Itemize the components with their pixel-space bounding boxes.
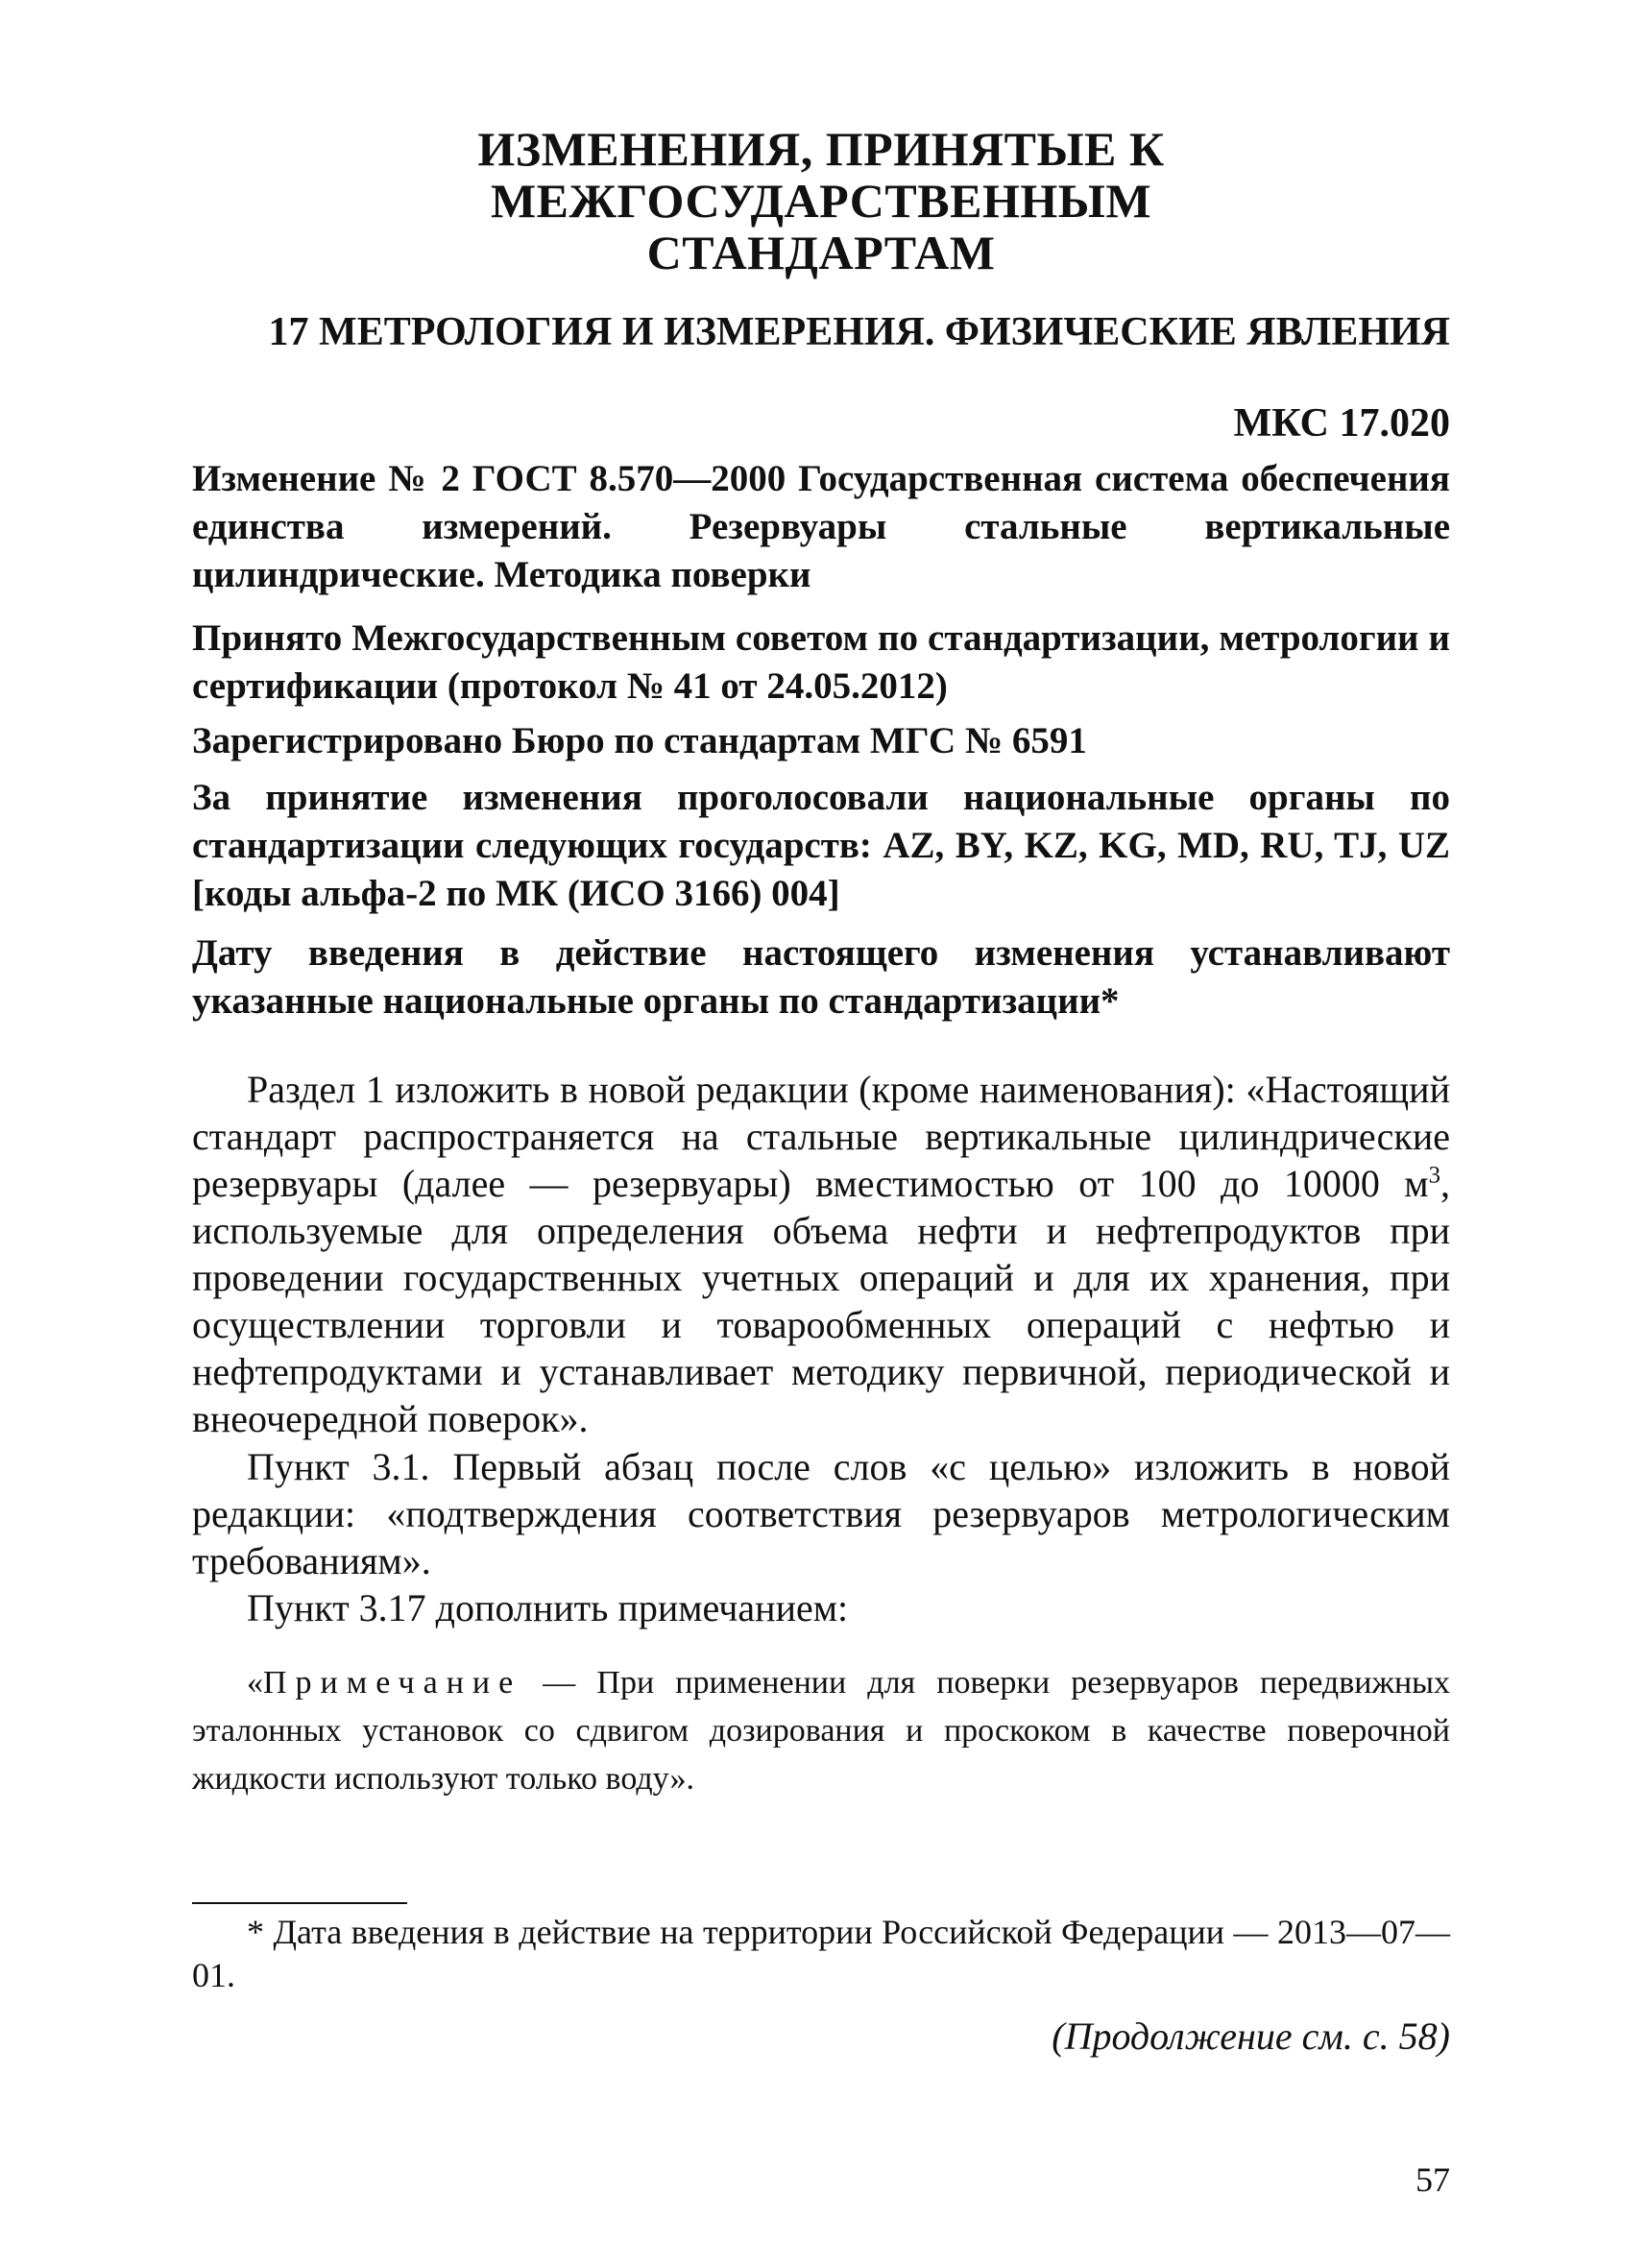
note-text: — При применении для поверки резервуаров передвижных эталонных установок со сдвигом дозирования и проскоком в качестве поверочной жидкости используют только воду». <box>192 1665 1450 1797</box>
section-title: 17 МЕТРОЛОГИЯ И ИЗМЕРЕНИЯ. ФИЗИЧЕСКИЕ ЯВЛЕНИЯ <box>268 310 1450 354</box>
paragraph-section-1-text-b: , используемые для определения объема нефти и нефтепродуктов при проведении государственных учетных операций и для их хранения, при осуществлении торговли и товарообменных операций с нефтью и нефтепродуктами и устанавливает методику первичной, периодической и внеочередной поверок». <box>192 1162 1450 1440</box>
footnote-divider <box>192 1902 407 1904</box>
main-title-line-2: СТАНДАРТАМ <box>646 226 996 279</box>
paragraph-section-1-text-a: Раздел 1 изложить в новой редакции (кроме наименования): «Настоящий стандарт распространяется на стальные вертикальные цилиндрические резервуары (далее — резервуары) вместимостью от 100 до 10000 м <box>192 1068 1450 1205</box>
registration-statement: Зарегистрировано Бюро по стандартам МГС № 6591 <box>192 720 1087 761</box>
page-number: 57 <box>1415 2160 1450 2199</box>
paragraph-item-3-17: Пункт 3.17 дополнить примечанием: <box>247 1586 849 1629</box>
cubic-superscript: 3 <box>1428 1162 1440 1189</box>
note-paragraph <box>192 1659 1450 1803</box>
main-title <box>192 123 1450 278</box>
paragraph-item-3-1: Пункт 3.1. Первый абзац после слов «с целью» изложить в новой редакции: «подтверждения соответствия резервуаров метрологическим требованиям». <box>192 1445 1450 1582</box>
note-label: Примечание <box>263 1665 522 1701</box>
mks-code: МКС 17.020 <box>1233 401 1450 446</box>
adoption-statement: Принято Межгосударственным советом по стандартизации, метрологии и сертификации (протокол № 41 от 24.05.2012) <box>192 617 1450 707</box>
note-open-quote: « <box>247 1665 263 1701</box>
main-title-line-1: ИЗМЕНЕНИЯ, ПРИНЯТЫЕ К МЕЖГОСУДАРСТВЕННЫМ <box>477 122 1165 228</box>
footnote: * Дата введения в действие на территории Российской Федерации — 2013—07—01. <box>192 1913 1450 1994</box>
effective-date-statement: Дату введения в действие настоящего изменения устанавливают указанные национальные органы по стандартизации* <box>192 932 1450 1022</box>
paragraph-section-1 <box>192 1066 1450 1442</box>
voting-statement: За принятие изменения проголосовали национальные органы по стандартизации следующих государств: AZ, BY, KZ, KG, MD, RU, TJ, UZ [коды альфа-2 по МК (ИСО 3166) 004] <box>192 777 1450 914</box>
continuation-note: (Продолжение см. с. 58) <box>1052 2015 1450 2058</box>
amendment-title: Изменение № 2 ГОСТ 8.570—2000 Государственная система обеспечения единства измерений. Резервуары стальные вертикальные цилиндрические. Методика поверки <box>192 458 1450 595</box>
